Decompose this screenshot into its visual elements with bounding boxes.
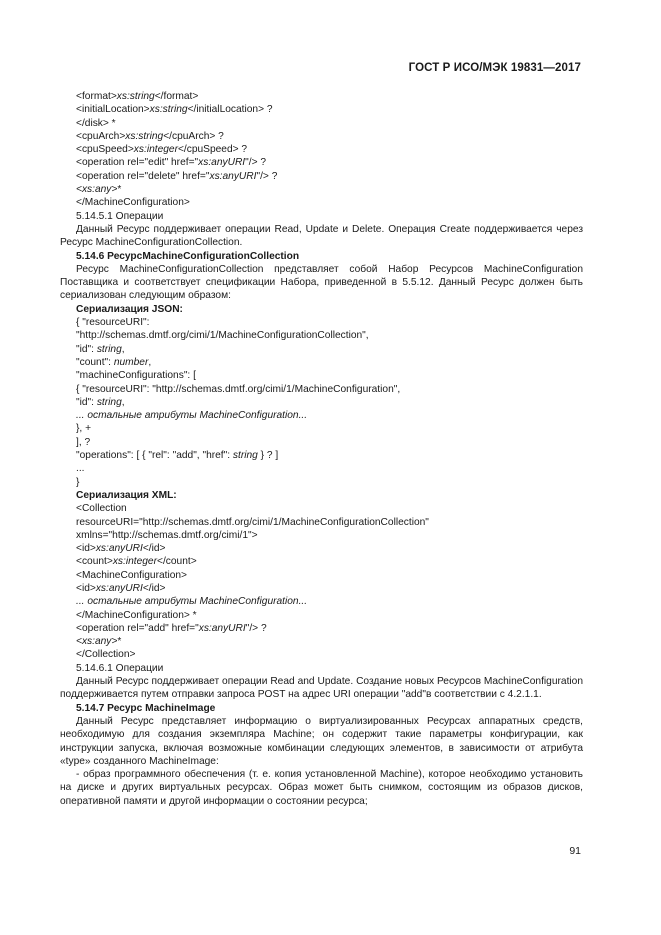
- code-line: <xs:any>*: [76, 184, 122, 196]
- code-line: }, +: [76, 423, 92, 435]
- paragraph: Данный Ресурс поддерживает операции Read, Update и Delete. Операция Create поддерживается через Ресурс MachineConfigurationCollection.: [60, 223, 583, 249]
- code-line: "machineConfigurations": [: [76, 370, 196, 382]
- section-heading: 5.14.7 Ресурс MachineImage: [76, 702, 216, 714]
- subsection-heading: 5.14.5.1 Операции: [76, 210, 164, 222]
- code-line: ], ?: [76, 436, 91, 448]
- code-line: "id": string,: [76, 343, 125, 355]
- document-header: ГОСТ Р ИСО/МЭК 19831—2017: [408, 62, 581, 74]
- subsection-heading: 5.14.6.1 Операции: [76, 662, 164, 674]
- code-line: }: [76, 476, 80, 488]
- code-line: <MachineConfiguration>: [76, 569, 188, 581]
- code-line: ... остальные атрибуты MachineConfiguration...: [76, 596, 308, 608]
- page-number: 91: [569, 845, 581, 857]
- code-line: </Collection>: [76, 649, 136, 661]
- code-line: xmlns="http://schemas.dmtf.org/cimi/1">: [76, 529, 258, 541]
- code-line: { "resourceURI": "http://schemas.dmtf.org/cimi/1/MachineConfiguration",: [76, 383, 401, 395]
- code-line: <cpuArch>xs:string</cpuArch> ?: [76, 130, 224, 142]
- code-line: <Collection: [76, 503, 127, 515]
- code-line: { "resourceURI":: [76, 317, 150, 329]
- code-line: <operation rel="delete" href="xs:anyURI"/> ?: [76, 170, 278, 182]
- code-line: <xs:any>*: [76, 636, 122, 648]
- json-heading: Сериализация JSON:: [76, 303, 183, 315]
- xml-heading: Сериализация XML:: [76, 489, 177, 501]
- paragraph: Ресурс MachineConfigurationCollection представляет собой Набор Ресурсов MachineConfiguration Поставщика и соответствует спецификации Набора, приведенной в 5.5.12. Данный Ресурс должен быть сериализован следующим образом:: [60, 263, 583, 302]
- paragraph: - образ программного обеспечения (т. е. копия установленной Machine), которое необходимо установить на диске и других виртуальных ресурсах. Образ может быть снимком, состоящим из образов дисков, оперативной памяти и другой информации о состоянии ресурса;: [60, 769, 583, 807]
- code-line: </disk> *: [76, 117, 116, 129]
- code-line: <count>xs:integer</count>: [76, 556, 197, 568]
- paragraph: Данный Ресурс представляет информацию о виртуализированных Ресурсах аппаратных средств, необходимую для создания экземпляра Machine; он содержит такие параметры конфигурации, как инструкции запуска, включая возможные комбинации следующих элементов, в зависимости от атрибута «type» созданного MachineImage:: [60, 715, 583, 767]
- code-line: ... остальные атрибуты MachineConfiguration...: [76, 410, 308, 422]
- code-line: <id>xs:anyURI</id>: [76, 582, 166, 594]
- code-line: <operation rel="add" href="xs:anyURI"/> ?: [76, 622, 267, 634]
- code-line: <operation rel="edit" href="xs:anyURI"/> ?: [76, 157, 267, 169]
- code-line: <format>xs:string</format>: [76, 91, 199, 102]
- code-line: <id>xs:anyURI</id>: [76, 543, 166, 555]
- code-line: "count": number,: [76, 356, 152, 368]
- code-line: ...: [76, 463, 85, 475]
- code-line: </MachineConfiguration>: [76, 197, 190, 209]
- code-line: </MachineConfiguration> *: [76, 609, 197, 621]
- paragraph: Данный Ресурс поддерживает операции Read and Update. Создание новых Ресурсов MachineConfiguration поддерживается путем отправки запроса POST на адрес URI операции "add"в соответствии с 4.2.1.1.: [60, 676, 583, 701]
- code-line: <cpuSpeed>xs:integer</cpuSpeed> ?: [76, 144, 248, 156]
- code-line: "operations": [ { "rel": "add", "href": string } ? ]: [76, 450, 279, 462]
- code-line: "id": string,: [76, 396, 125, 408]
- code-line: resourceURI="http://schemas.dmtf.org/cimi/1/MachineConfigurationCollection": [76, 516, 429, 528]
- code-line: <initialLocation>xs:string</initialLocation> ?: [76, 104, 273, 116]
- code-line: "http://schemas.dmtf.org/cimi/1/MachineConfigurationCollection",: [76, 330, 369, 342]
- page-content: [60, 90, 583, 808]
- section-heading: 5.14.6 РесурсMachineConfigurationCollection: [76, 250, 300, 262]
